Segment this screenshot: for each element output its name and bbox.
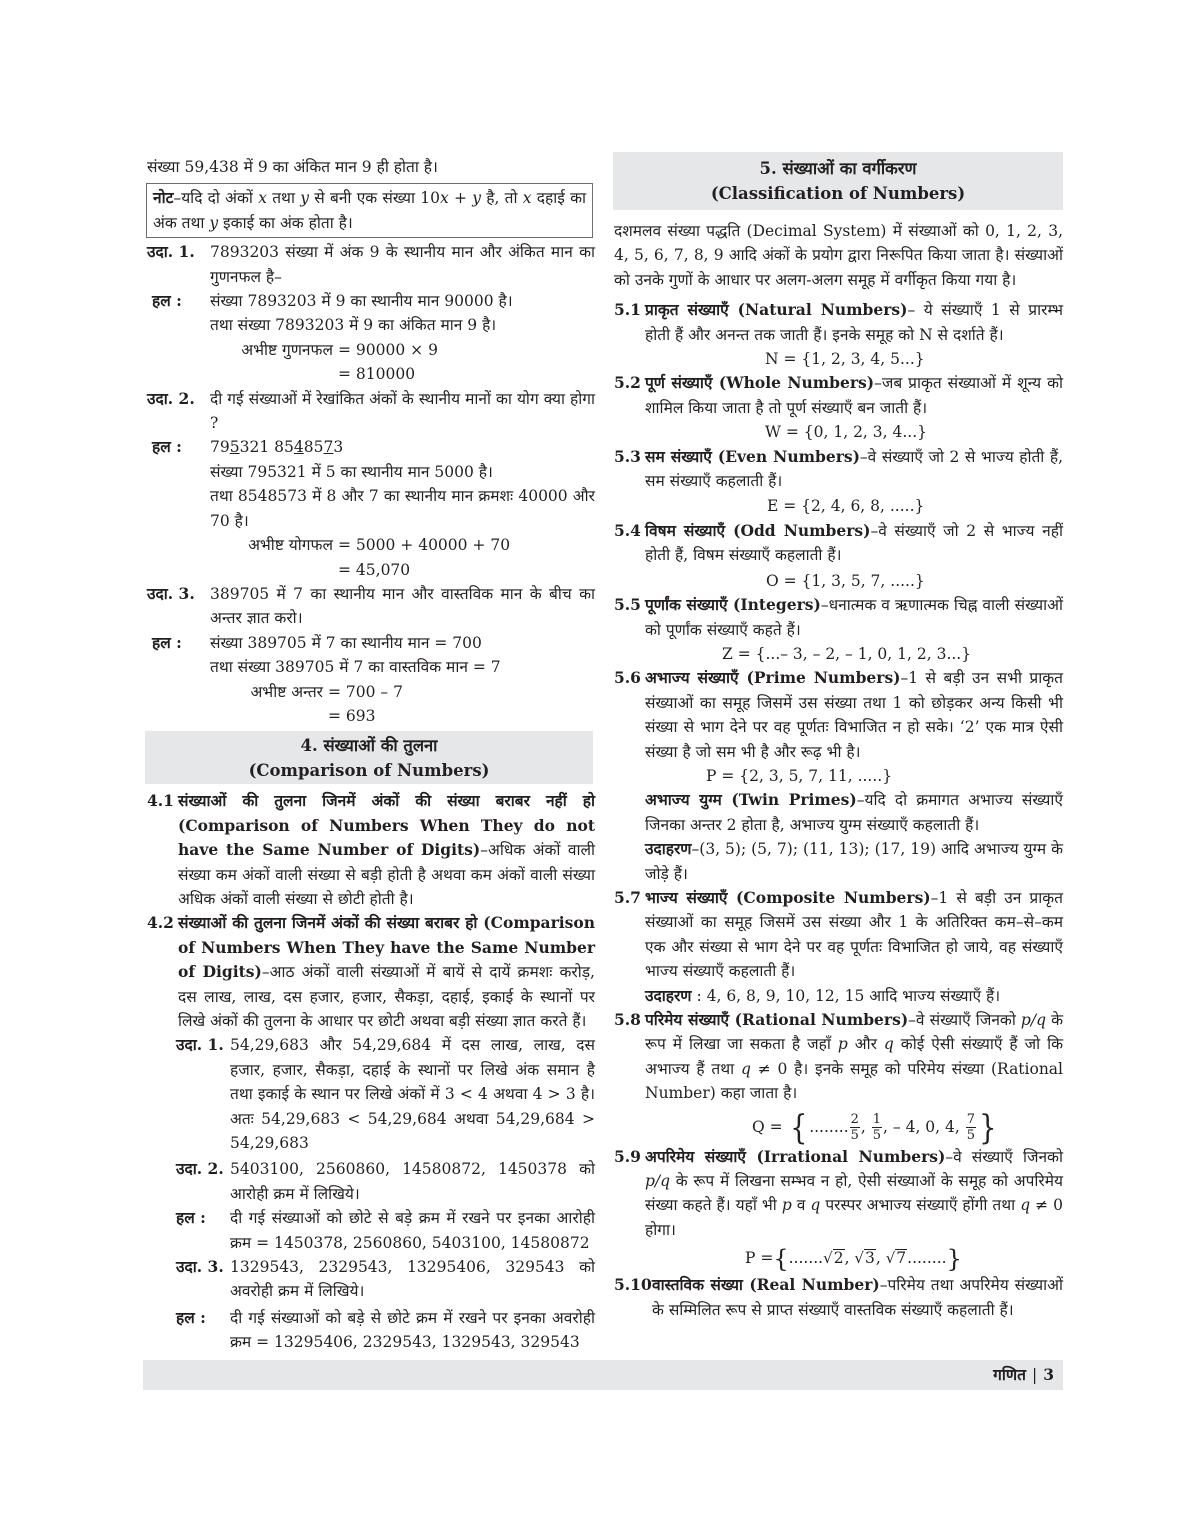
comparison-solution-2 xyxy=(176,1206,595,1255)
definition xyxy=(645,519,1063,568)
radicand: 3 xyxy=(864,1249,875,1268)
separator: , xyxy=(860,1117,871,1136)
section-subtitle: (Comparison of Numbers) xyxy=(248,761,490,781)
section-5-heading xyxy=(613,152,1063,210)
equation-lhs-blank xyxy=(210,558,338,582)
twin-primes xyxy=(645,788,1063,837)
example-question: दी गई संख्याओं में रेखांकित अंकों के स्थानीय मानों का योग क्या होगा ? xyxy=(210,389,595,433)
right-column xyxy=(613,150,1063,1355)
subsection-body xyxy=(645,1008,1064,1148)
math-var-q: q xyxy=(740,1059,751,1078)
equation-rhs: = 700 – 7 xyxy=(328,682,403,701)
definition xyxy=(645,1145,1063,1243)
definition xyxy=(645,298,1063,347)
subsection-number: 5.9 xyxy=(614,1146,641,1166)
subsection-5-3 xyxy=(614,445,1063,519)
example-question: 54,29,683 और 54,29,684 में दस लाख, लाख, दस हजार, हजार, सैकड़ा, दहाई के स्थानों पर लिखे अंक समान है तथा इकाई के स्थान पर लिखे अंकों में 3 < 4 अथवा 4 > 3 है। अतः 54,29,683 < 54,29,684 अथवा 54,29,684 > 54,29,683 xyxy=(230,1036,595,1153)
subsection-text: –धनात्मक व ऋणात्मक चिह्न वाली संख्याओं को पूर्णांक संख्याएँ कहते हैं। xyxy=(645,596,1063,639)
subsection-lead: भाज्य संख्याएँ (Composite Numbers) xyxy=(645,887,931,907)
subsection-text: –वे संख्याएँ जो 2 से भाज्य नहीं होती हैं, विषम संख्याएँ कहलाती हैं। xyxy=(645,521,1063,565)
subsection-number: 5.4 xyxy=(614,520,641,540)
subsection-text: –वे संख्याएँ जो 2 से भाज्य होती हैं, सम संख्याएँ कहलाती हैं। xyxy=(645,447,1063,491)
denominator: 5 xyxy=(850,1128,859,1144)
example-lead: उदाहरण xyxy=(645,839,692,859)
solution-label: हल : xyxy=(176,1208,206,1228)
subsection-body xyxy=(178,911,595,1033)
example-text: : 4, 6, 8, 9, 10, 12, 15 आदि भाज्य संख्याएँ हैं। xyxy=(691,986,1001,1005)
solution-body xyxy=(210,631,595,729)
set-lhs: P = xyxy=(745,1249,774,1268)
example-question: 5403100, 2560860, 14580872, 1450378 को आरोही क्रम में लिखिये। xyxy=(230,1160,595,1203)
irrational-set-formula xyxy=(645,1243,1063,1273)
digits: 85 xyxy=(303,438,324,457)
solution-text: दी गई संख्याओं को बड़े से छोटे क्रम में रखने पर इनका अवरोही क्रम = 13295406, 2329543, 1329543, 329543 xyxy=(230,1308,595,1352)
equation-rhs: = 90000 × 9 xyxy=(338,340,438,359)
note-var-y: y xyxy=(472,189,481,208)
subsection-body xyxy=(645,1145,1063,1274)
subsection-body xyxy=(645,298,1063,371)
digits: 79 xyxy=(210,438,230,457)
page-content xyxy=(143,150,1063,1390)
section-title: 5. संख्याओं का वर्गीकरण xyxy=(759,159,917,178)
equation-rhs: = 693 xyxy=(328,706,376,725)
rational-set-formula xyxy=(645,1107,1063,1148)
math-var-q: q xyxy=(883,1035,894,1054)
subsection-body xyxy=(645,445,1063,519)
subsection-text: और xyxy=(847,1035,884,1054)
example-question: 7893203 संख्या में अंक 9 के स्थानीय मान और अंकित मान का गुणनफल है– xyxy=(210,243,595,286)
set-formula: E = {2, 4, 6, 8, .....} xyxy=(767,497,925,516)
equation-lhs-blank xyxy=(210,362,338,386)
equation-lhs-blank xyxy=(210,704,328,728)
fraction xyxy=(850,1112,860,1143)
subsection-lead: पूर्ण संख्याएँ (Whole Numbers) xyxy=(645,373,875,393)
subsection-lead: अभाज्य संख्याएँ (Prime Numbers) xyxy=(645,668,901,688)
subsection-text: कोई ऐसी संख्याएँ हैं जो कि अभाज्य हैं तथा xyxy=(645,1035,1063,1078)
subsection-text: –अधिक अंकों वाली संख्या कम अंकों वाली संख्या से बड़ी होती है अथवा कम अंकों वाली संख्या अधिक अंकों वाली संख्या से छोटी होती है। xyxy=(178,841,595,908)
subsection-5-1 xyxy=(614,298,1063,371)
subsection-lead: प्राकृत संख्याएँ (Natural Numbers) xyxy=(645,300,908,320)
equation-rhs: = 810000 xyxy=(338,365,416,384)
example-text: –(3, 5); (5, 7); (11, 13); (17, 19) आदि अभाज्य युग्म के जोड़े हैं। xyxy=(645,840,1063,883)
radical-icon: √ xyxy=(854,1249,864,1268)
example-1 xyxy=(147,240,595,289)
comparison-example-3 xyxy=(176,1255,595,1304)
subsection-body xyxy=(645,519,1063,593)
subsection-number: 4.2 xyxy=(147,913,174,933)
equation-row xyxy=(210,704,595,728)
set-values: , – 4, 0, 4, xyxy=(883,1117,965,1136)
equation-rhs: = 5000 + 40000 + 70 xyxy=(338,536,511,555)
subsection-text: परस्पर अभाज्य संख्याएँ होंगी तथा xyxy=(820,1196,1021,1215)
section-5-intro: दशमलव संख्या पद्धति (Decimal System) में संख्याओं को 0, 1, 2, 3, 4, 5, 6, 7, 8, 9 आदि अंकों के प्रयोग द्वारा निरूपित किया जाता है। संख्याओं को उनके गुणों के आधार पर अलग-अलग समूह में वर्गीकृत किया गया है। xyxy=(614,222,1063,289)
solution-text: दी गई संख्याओं को छोटे से बड़े क्रम में रखने पर इनका आरोही क्रम = 1450378, 2560860, 5403100, 14580872 xyxy=(230,1209,595,1252)
radicand: 2 xyxy=(833,1249,844,1268)
underlined-digit: 4 xyxy=(293,438,304,457)
subsection-text: – ये संख्याएँ 1 से प्रारम्भ होती हैं और अनन्त तक जाती हैं। इनके समूह को N से दर्शाते हैं। xyxy=(645,301,1064,344)
example-3 xyxy=(147,582,595,631)
fraction xyxy=(872,1112,882,1143)
note-text: से बनी एक संख्या 10 xyxy=(308,189,440,208)
numerator: 2 xyxy=(850,1112,859,1128)
close-brace: } xyxy=(979,1107,997,1148)
solution-1 xyxy=(147,289,595,387)
solution-label: हल : xyxy=(176,1307,206,1327)
subsection-lead: संख्याओं की तुलना जिनमें अंकों की संख्या बराबर नहीं हो (Comparison of Numbers When They do not have the Same Number of Digits) xyxy=(178,791,595,860)
subsection-lead: अपरिमेय संख्याएँ (Irrational Numbers) xyxy=(645,1146,946,1166)
math-var-q: q xyxy=(1020,1196,1031,1215)
note-box xyxy=(146,183,593,238)
solution-body xyxy=(210,289,595,387)
example-label: उदा. 2. xyxy=(147,388,195,408)
two-column-layout xyxy=(143,150,1063,1355)
footer-separator: | xyxy=(1031,1365,1038,1384)
subsection-lead: सम संख्याएँ (Even Numbers) xyxy=(645,446,860,466)
subsection-lead: परिमेय संख्याएँ (Rational Numbers) xyxy=(645,1010,909,1029)
radicand: 7 xyxy=(896,1249,907,1268)
note-text: इकाई का अंक होता है। xyxy=(218,213,353,232)
numerator: 7 xyxy=(966,1112,976,1128)
digits: 321 85 xyxy=(239,438,294,457)
underlined-digit: 5 xyxy=(229,438,240,457)
subsection-body xyxy=(652,1273,1063,1322)
twin-primes-text: –यदि दो क्रमागत अभाज्य संख्याएँ जिनका अन्तर 2 होता है, अभाज्य युग्म संख्याएँ कहलाती हैं। xyxy=(645,791,1063,834)
subsection-lead: संख्याओं की तुलना जिनमें अंकों की संख्या बराबर हो (Comparison of Numbers When They have the Same Number of Digits) xyxy=(178,913,595,982)
twin-primes-lead: अभाज्य युग्म (Twin Primes) xyxy=(645,790,857,810)
subsection-5-10 xyxy=(614,1273,1063,1322)
comparison-example-2 xyxy=(176,1157,595,1206)
set-formula: O = {1, 3, 5, 7, .....} xyxy=(766,571,925,590)
math-var-p: p xyxy=(837,1035,848,1054)
equation-lhs: अभीष्ट योगफल xyxy=(248,536,333,555)
example-label: उदा. 3. xyxy=(147,583,195,603)
note-var-y: y xyxy=(209,213,219,232)
definition xyxy=(645,593,1063,642)
note-var-x: x xyxy=(439,189,449,208)
close-brace: } xyxy=(946,1245,962,1274)
math-p-over-q: p/q xyxy=(1020,1011,1046,1029)
subsection-4-1 xyxy=(147,789,595,911)
section-subtitle: (Classification of Numbers) xyxy=(710,184,966,203)
solution-line: संख्या 7893203 में 9 का स्थानीय मान 90000 है। xyxy=(210,292,513,311)
comparison-example-1 xyxy=(176,1033,595,1155)
example-question: 1329543, 2329543, 13295406, 329543 को अवरोही क्रम में लिखिये। xyxy=(230,1258,595,1301)
equation-lhs: अभीष्ट गुणनफल xyxy=(241,340,333,359)
note-text: –यदि दो अंकों xyxy=(173,189,259,208)
subsection-number: 5.5 xyxy=(614,595,641,615)
note-var-x: x xyxy=(522,189,532,208)
subsection-text: –1 से बड़ी उन सभी प्राकृत संख्याओं का समूह जिसमें उस संख्या तथा 1 को छोड़कर अन्य किसी भी संख्या से भाग देने पर वह पूर्णतः विभाजित न हो सके। ‘2’ एक मात्र ऐसी संख्या है जो सम भी है और रूढ़ भी है। xyxy=(645,669,1063,761)
note-text: है, तो xyxy=(480,189,523,208)
note-label: नोट xyxy=(153,188,174,208)
solution-line: तथा संख्या 7893203 में 9 का अंकित मान 9 है। xyxy=(210,316,497,335)
solution-line: संख्या 795321 में 5 का स्थानीय मान 5000 है। xyxy=(210,462,493,481)
subsection-number: 5.8 xyxy=(614,1010,641,1029)
underlined-digit: 7 xyxy=(323,438,334,457)
note-var-y: y xyxy=(300,189,309,208)
equation-lhs: अभीष्ट अन्तर xyxy=(250,682,323,701)
subsection-5-4 xyxy=(614,519,1063,593)
definition xyxy=(645,1008,1063,1106)
subsection-body xyxy=(645,371,1063,444)
subsection-lead: वास्तविक संख्या (Real Number) xyxy=(652,1275,880,1295)
example-label: उदा. 1. xyxy=(176,1035,224,1055)
open-brace: { xyxy=(773,1245,789,1274)
example-2 xyxy=(147,387,595,436)
page-number: 3 xyxy=(1043,1364,1054,1384)
numerator: 1 xyxy=(872,1112,882,1128)
subsection-4-2 xyxy=(147,911,595,1033)
solution-label: हल : xyxy=(152,291,182,311)
subsection-5-2 xyxy=(614,371,1063,444)
subsection-text: –वे संख्याएँ जिनको xyxy=(908,1011,1021,1029)
solution-line: तथा संख्या 389705 में 7 का वास्तविक मान = 7 xyxy=(210,658,501,677)
section-4-heading xyxy=(145,731,593,784)
subsection-text: –परिमेय तथा अपरिमेय संख्याओं के सम्मिलित रूप से प्राप्त संख्याएँ वास्तविक संख्याएँ कहलाती हैं। xyxy=(652,1276,1063,1319)
subsection-5-6 xyxy=(614,666,1063,886)
ellipsis: ....... xyxy=(788,1249,824,1268)
fraction xyxy=(966,1112,976,1143)
equation-row xyxy=(210,338,595,362)
radical-icon: √ xyxy=(823,1249,833,1268)
subsection-number: 5.10 xyxy=(614,1275,652,1295)
denominator: 5 xyxy=(872,1128,882,1144)
comparison-solution-3 xyxy=(176,1306,595,1355)
subsection-body xyxy=(645,593,1063,666)
example-label: उदा. 2. xyxy=(176,1159,224,1179)
note-var-x: x xyxy=(258,189,267,208)
equation-rhs: = 45,070 xyxy=(338,560,411,579)
solution-3 xyxy=(147,631,595,729)
equation-row xyxy=(210,533,595,557)
subsection-number: 5.6 xyxy=(614,668,641,688)
set-formula: P = {2, 3, 5, 7, 11, .....} xyxy=(706,766,893,785)
solution-line: तथा 8548573 में 8 और 7 का स्थानीय मान क्रमशः 40000 और 70 है। xyxy=(210,487,595,530)
math-var-p: p xyxy=(781,1196,792,1215)
intro-line: संख्या 59,438 में 9 का अंकित मान 9 ही होता है। xyxy=(147,158,438,176)
footer-subject: गणित xyxy=(993,1364,1026,1384)
solution-body xyxy=(210,435,595,581)
subsection-text: –जब प्राकृत संख्याओं में शून्य को शामिल किया जाता है तो पूर्ण संख्याएँ बन जाती हैं। xyxy=(645,374,1063,417)
solution-line: संख्या 389705 में 7 का स्थानीय मान = 700 xyxy=(210,633,482,652)
set-formula: Z = {...– 3, – 2, – 1, 0, 1, 2, 3...} xyxy=(722,644,972,663)
ellipsis: ........ xyxy=(907,1249,947,1268)
subsection-text: –वे संख्याएँ जिनको xyxy=(945,1147,1063,1166)
definition xyxy=(645,886,1063,984)
denominator: 5 xyxy=(966,1128,976,1144)
set-formula: W = {0, 1, 2, 3, 4...} xyxy=(765,423,928,442)
subsection-lead: पूर्णांक संख्याएँ (Integers) xyxy=(645,595,821,615)
subsection-body xyxy=(178,789,595,911)
example-question: 389705 में 7 का स्थानीय मान और वास्तविक मान के बीच का अन्तर ज्ञात करो। xyxy=(210,584,595,628)
left-column xyxy=(143,150,595,1355)
equation-row xyxy=(210,558,595,582)
subsection-number: 5.1 xyxy=(614,300,641,320)
math-var-q: q xyxy=(810,1196,821,1215)
given-numbers xyxy=(210,435,595,459)
solution-label: हल : xyxy=(152,437,182,457)
math-p-over-q: p/q xyxy=(645,1172,671,1191)
subsection-lead: विषम संख्याएँ (Odd Numbers) xyxy=(645,520,871,540)
subsection-number: 4.1 xyxy=(147,791,174,811)
subsection-text: –1 से बड़ी उन प्राकृत संख्याओं का समूह जिसमें उस संख्या और 1 के अतिरिक्त कम–से–कम एक और संख्या से भाग देने पर वह पूर्णतः विभाजित हो जाये, वह संख्याएँ भाज्य संख्याएँ कहलाती हैं। xyxy=(645,888,1063,981)
subsection-number: 5.3 xyxy=(614,446,641,466)
example-label: उदा. 1. xyxy=(147,242,195,262)
page-footer xyxy=(143,1360,1063,1390)
subsection-text: ≠ 0 होगा। xyxy=(645,1196,1063,1239)
subsection-text: ≠ 0 है। इनके समूह को परिमेय संख्या (Rational Number) कहा जाता है। xyxy=(645,1059,1064,1103)
subsection-text: व xyxy=(791,1196,811,1215)
subsection-body xyxy=(645,886,1063,1008)
example-lead: उदाहरण xyxy=(645,985,692,1005)
subsection-5-5 xyxy=(614,593,1063,666)
subsection-text: –आठ अंकों वाली संख्याओं में बायें से दायें क्रमशः करोड़, दस लाख, लाख, दस हजार, हजार, सैकड़ा, दहाई, इकाई के स्थानों पर लिखे अंकों की तुलना के आधार पर छोटी अथवा बड़ी संख्या ज्ञात करते हैं। xyxy=(178,963,595,1030)
example-label: उदा. 3. xyxy=(176,1257,224,1277)
definition xyxy=(645,445,1063,494)
comparison-examples xyxy=(176,1033,595,1354)
note-text: दहाई का अंक तथा xyxy=(153,189,587,232)
note-text: + xyxy=(448,189,473,208)
subsection-text: के रूप में लिखना सम्भव न हो, ऐसी संख्याओं के समूह को अपरिमेय संख्या कहते हैं। यहाँ भी xyxy=(645,1172,1063,1215)
subsection-text: के रूप में लिखा जा सकता है जहाँ xyxy=(645,1011,1063,1054)
separator: , xyxy=(844,1249,855,1268)
open-brace: { xyxy=(789,1107,808,1148)
note-text: तथा xyxy=(266,189,301,208)
set-lhs: Q = xyxy=(752,1117,788,1136)
subsection-body xyxy=(645,666,1063,886)
subsection-number: 5.7 xyxy=(614,887,641,907)
ellipsis: ........ xyxy=(809,1117,849,1136)
subsection-5-8 xyxy=(614,1008,1064,1148)
twin-primes-example xyxy=(645,837,1063,886)
subsection-5-9 xyxy=(614,1145,1063,1274)
solution-label: हल : xyxy=(152,632,182,652)
definition xyxy=(645,666,1063,764)
radical-icon: √ xyxy=(885,1249,896,1268)
subsection-number: 5.2 xyxy=(614,373,641,393)
equation-row xyxy=(210,362,595,386)
separator: , xyxy=(875,1249,886,1268)
subsection-5-7 xyxy=(614,886,1063,1008)
section-title: 4. संख्याओं की तुलना xyxy=(300,736,438,756)
composite-example xyxy=(645,984,1063,1008)
set-formula: N = {1, 2, 3, 4, 5...} xyxy=(765,350,925,369)
digits: 3 xyxy=(333,438,344,457)
solution-2 xyxy=(147,435,595,581)
equation-row xyxy=(210,680,595,704)
definition xyxy=(645,371,1063,420)
